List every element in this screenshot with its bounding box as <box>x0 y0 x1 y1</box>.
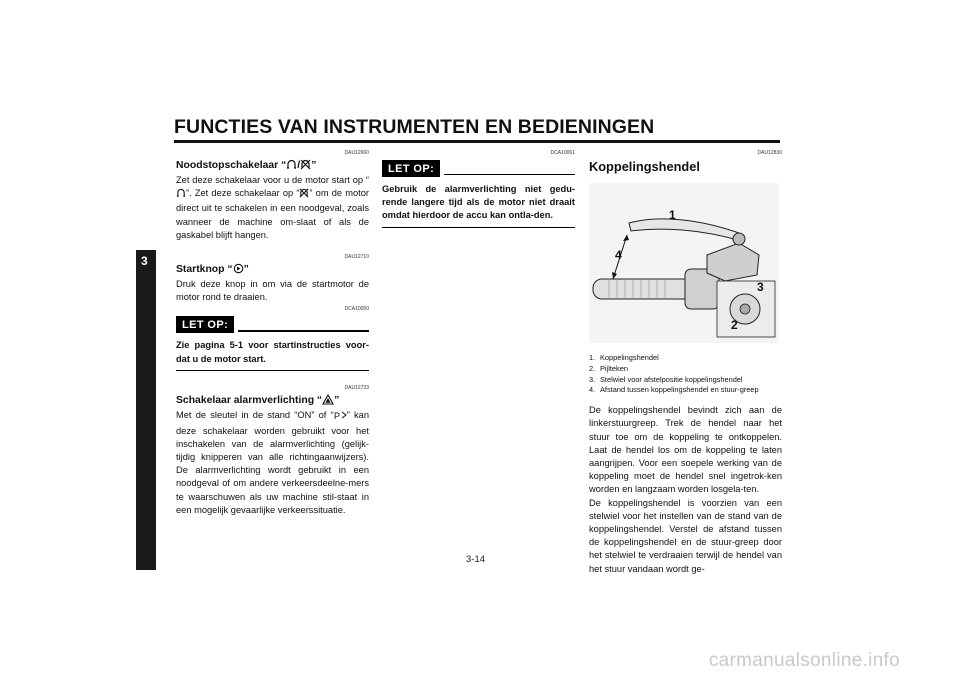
caption-item: 2. Pijlteken <box>589 363 628 373</box>
svg-text:P: P <box>333 411 340 421</box>
chapter-tab <box>136 250 156 570</box>
clutch-lever-text-2: De koppelingshendel is voorzien van een stelwiel voor het instellen van de stand van de koppelingshendel. Verstel de afstand tussen de koppelingshendel en de stuur-greep door het stelwiel te verdraaien terwijl de hendel van het stuur vandaan wordt ge- <box>589 497 782 574</box>
engine-stop-switch-heading: Noodstopschakelaar “ / ” <box>176 159 369 174</box>
start-switch-heading: Startknop “ ” <box>176 263 369 278</box>
callout-3: 3 <box>757 280 764 294</box>
caution-text: Gebruik de alarmverlichting niet gedu-rende langere tijd als de motor niet draait omdat hierdoor de accu kan ontla-den. <box>382 184 575 221</box>
caption-item: 1. Koppelingshendel <box>589 353 659 362</box>
engine-stop-switch-text: Zet deze schakelaar voor u de motor start op “”. Zet deze schakelaar op “ ” om de motor direct uit te schakelen in een noodgeval, zoals wanneer de machine om-slaat of als de gaskabel blijft hangen. <box>176 175 369 240</box>
callout-1: 1 <box>669 208 676 222</box>
column-right <box>589 150 782 576</box>
caution-header <box>382 160 575 177</box>
caution-label: LET OP: <box>176 316 234 333</box>
caution-rule <box>238 330 369 332</box>
column-left <box>176 150 369 517</box>
caution-rule <box>444 174 575 176</box>
figure-captions <box>589 353 782 396</box>
caption-item: 3. Stelwiel voor afstelpositie koppelingshendel <box>589 374 743 384</box>
caution-header <box>176 316 369 333</box>
note-code: DCA10050 <box>344 306 369 313</box>
hazard-switch-heading: Schakelaar alarmverlichting “ ” <box>176 394 369 409</box>
start-switch-text: Druk deze knop in om via de startmotor de motor rond te draaien. <box>176 279 369 303</box>
park-icon <box>334 410 347 424</box>
note-code: DCA10061 <box>550 150 575 156</box>
caution-end-rule <box>382 227 575 229</box>
hazard-switch-text: Met de sleutel in de stand “ON” of “ P ” kan deze schakelaar worden gebruikt voor het inschakelen van de alarmverlichting (gelijk-tijdig knipperen van alle richtingaanwijzers). De alarmverlichting wordt gebruikt in een noodgeval of om andere verkeersdeelne-mers te waarschuwen als uw machine stil-staat in een mogelijk gevaarlijke verkeerssituatie. <box>176 410 369 515</box>
engine-run-icon <box>176 188 186 202</box>
page-number: 3-14 <box>466 554 486 565</box>
engine-stop-icon <box>300 159 311 174</box>
clutch-lever-title: Koppelingshendel <box>589 159 700 174</box>
callout-2: 2 <box>731 318 738 332</box>
page-header: FUNCTIES VAN INSTRUMENTEN EN BEDIENINGEN <box>174 116 655 138</box>
clutch-lever-text-1: De koppelingshendel bevindt zich aan de linkerstuurgreep. Trek de hendel naar het stuur toe om de koppeling te ontkoppelen. Laat de hendel los om de koppeling te laten aangrijpen. Voor een soepele werking van de koppeling moet de hendel snel ingetrok-ken worden en langzaam worden losgela-ten. <box>589 405 782 495</box>
start-icon <box>233 263 244 278</box>
section-code: DAU12660 <box>344 150 369 156</box>
section-code: DAU12830 <box>757 150 782 156</box>
clutch-lever-illustration <box>589 183 779 343</box>
caution-end-rule <box>176 370 369 372</box>
clutch-lever-figure <box>589 183 779 343</box>
hazard-icon <box>322 394 334 409</box>
header-rule <box>174 140 780 143</box>
caution-text: Zie pagina 5-1 voor startinstructies voor-dat u de motor start. <box>176 340 369 364</box>
caution-label: LET OP: <box>382 160 440 177</box>
engine-stop-icon <box>299 188 309 202</box>
section-code: DAU12733 <box>344 385 369 392</box>
column-middle <box>382 150 575 228</box>
caption-item: 4. Afstand tussen koppelingshendel en stuur-greep <box>589 385 759 395</box>
callout-4: 4 <box>615 248 622 262</box>
section-code: DAU12710 <box>344 254 369 261</box>
chapter-number: 3 <box>141 254 148 268</box>
watermark: carmanualsonline.info <box>708 650 900 671</box>
engine-run-icon <box>286 159 297 174</box>
